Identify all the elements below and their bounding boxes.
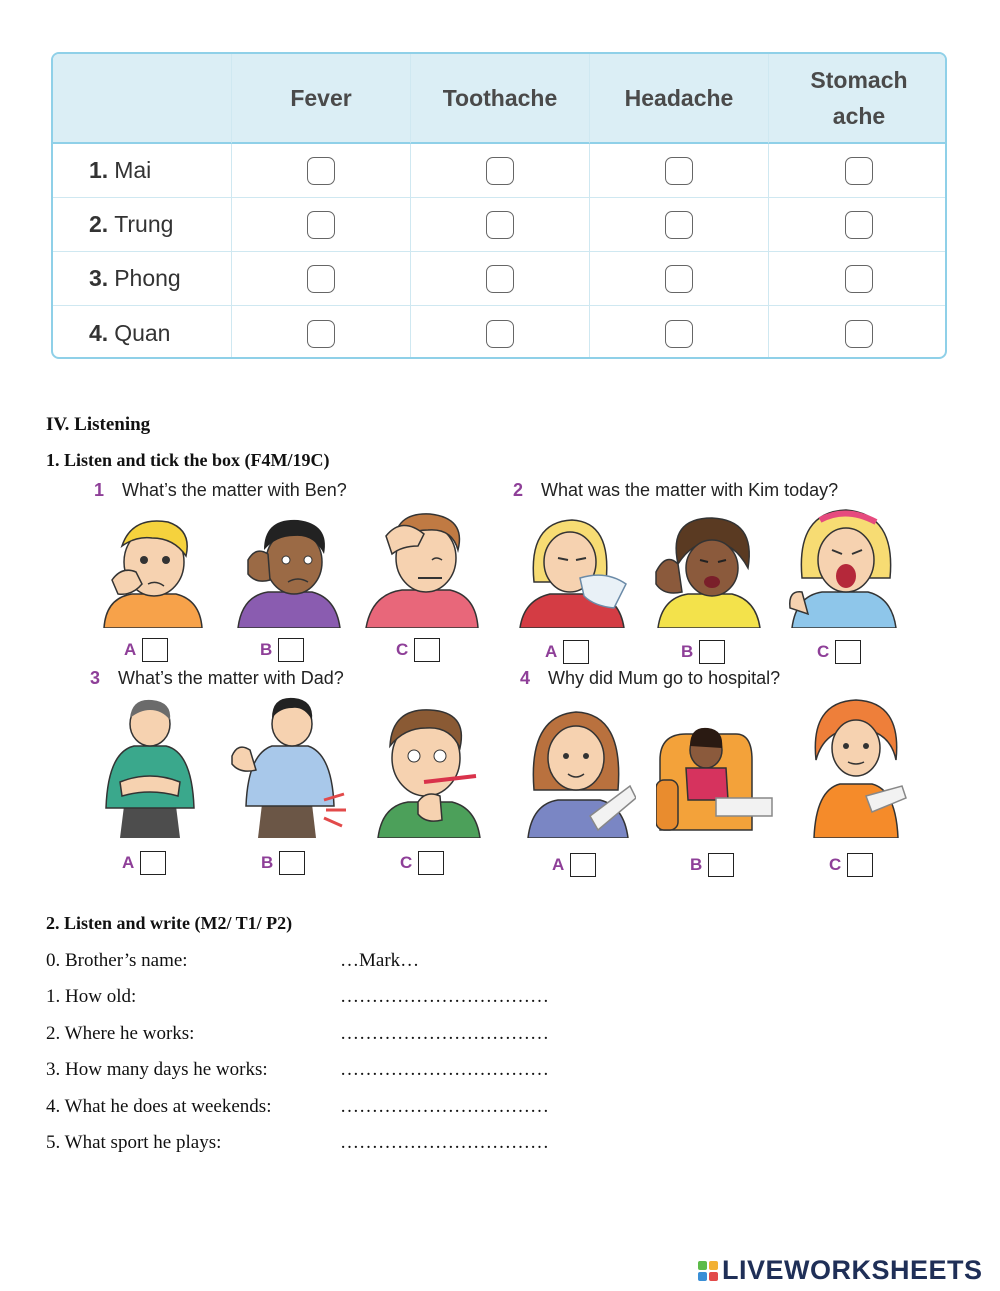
liveworksheets-logo bbox=[698, 1255, 983, 1286]
column-header-fever: Fever bbox=[232, 54, 411, 144]
row-label: 1. Mai bbox=[53, 144, 232, 198]
table-cell bbox=[411, 252, 590, 306]
logo-icon bbox=[698, 1261, 718, 1281]
mum-arm-illustration bbox=[800, 696, 908, 838]
answer-field[interactable]: …………………………… bbox=[340, 1096, 549, 1117]
checkbox[interactable] bbox=[307, 320, 335, 348]
tick-box[interactable] bbox=[140, 851, 166, 875]
answer-field[interactable]: …………………………… bbox=[340, 1132, 549, 1153]
mum-hand-illustration bbox=[518, 706, 636, 838]
tick-box[interactable] bbox=[414, 638, 440, 662]
tick-box[interactable] bbox=[708, 853, 734, 877]
write-label: 3. How many days he works: bbox=[46, 1059, 268, 1080]
answer-field[interactable]: …Mark… bbox=[340, 950, 420, 971]
table-cell bbox=[411, 198, 590, 252]
checkbox[interactable] bbox=[665, 320, 693, 348]
checkbox[interactable] bbox=[845, 265, 873, 293]
option-1b: B bbox=[260, 638, 304, 662]
checkbox[interactable] bbox=[307, 265, 335, 293]
checkbox[interactable] bbox=[665, 157, 693, 185]
option-3b: B bbox=[261, 851, 305, 875]
column-header-stomach-ache: Stomach ache bbox=[769, 54, 947, 144]
checkbox[interactable] bbox=[486, 211, 514, 239]
option-2c: C bbox=[817, 640, 861, 664]
checkbox[interactable] bbox=[845, 157, 873, 185]
option-4b: B bbox=[690, 853, 734, 877]
tick-box[interactable] bbox=[142, 638, 168, 662]
table-cell bbox=[769, 144, 947, 198]
option-4c: C bbox=[829, 853, 873, 877]
column-header-toothache: Toothache bbox=[411, 54, 590, 144]
checkbox[interactable] bbox=[486, 157, 514, 185]
write-label: 5. What sport he plays: bbox=[46, 1132, 222, 1153]
girl-cough-illustration bbox=[648, 512, 766, 628]
table-cell bbox=[232, 144, 411, 198]
girl-throat-illustration bbox=[784, 506, 902, 628]
table-cell bbox=[232, 306, 411, 359]
row-label: 3. Phong bbox=[53, 252, 232, 306]
tick-box[interactable] bbox=[835, 640, 861, 664]
row-label: 4. Quan bbox=[53, 306, 232, 359]
answer-field[interactable]: …………………………… bbox=[340, 1023, 549, 1044]
question-1: 1 What’s the matter with Ben? bbox=[94, 480, 347, 500]
table-cell bbox=[411, 144, 590, 198]
table-corner bbox=[53, 54, 232, 144]
checkbox[interactable] bbox=[665, 211, 693, 239]
option-1a: A bbox=[124, 638, 168, 662]
question-4: 4 Why did Mum go to hospital? bbox=[520, 668, 781, 688]
option-1c: C bbox=[396, 638, 440, 662]
boy-nose-illustration bbox=[92, 510, 210, 628]
dad-fever-illustration bbox=[364, 702, 486, 838]
row-label: 2. Trung bbox=[53, 198, 232, 252]
table-cell bbox=[590, 252, 769, 306]
table-cell bbox=[590, 144, 769, 198]
tick-box[interactable] bbox=[847, 853, 873, 877]
tick-box[interactable] bbox=[279, 851, 305, 875]
option-2a: A bbox=[545, 640, 589, 664]
answer-field[interactable]: …………………………… bbox=[340, 1059, 549, 1080]
table-cell bbox=[232, 252, 411, 306]
write-label: 1. How old: bbox=[46, 986, 137, 1007]
checkbox[interactable] bbox=[665, 265, 693, 293]
tick-box[interactable] bbox=[563, 640, 589, 664]
boy-ear-illustration bbox=[228, 510, 346, 628]
checkbox[interactable] bbox=[486, 265, 514, 293]
table-cell bbox=[769, 252, 947, 306]
section-heading: IV. Listening bbox=[46, 414, 151, 435]
task1-title: 1. Listen and tick the box (F4M/19C) bbox=[46, 450, 330, 470]
checkbox[interactable] bbox=[307, 157, 335, 185]
table-cell bbox=[769, 198, 947, 252]
answer-field[interactable]: …………………………… bbox=[340, 986, 549, 1007]
option-3c: C bbox=[400, 851, 444, 875]
tick-box[interactable] bbox=[278, 638, 304, 662]
checkbox[interactable] bbox=[845, 211, 873, 239]
dad-stomach-illustration bbox=[100, 696, 200, 838]
question-3: 3 What’s the matter with Dad? bbox=[90, 668, 344, 688]
table-cell bbox=[590, 198, 769, 252]
checkbox[interactable] bbox=[486, 320, 514, 348]
ailments-table bbox=[51, 52, 947, 359]
question-2: 2 What was the matter with Kim today? bbox=[513, 480, 839, 500]
logo-text: LIVEWORKSHEETS bbox=[722, 1255, 983, 1285]
checkbox[interactable] bbox=[845, 320, 873, 348]
write-label: 0. Brother’s name: bbox=[46, 950, 188, 971]
girl-sneeze-illustration bbox=[514, 512, 632, 628]
tick-box[interactable] bbox=[570, 853, 596, 877]
table-cell bbox=[232, 198, 411, 252]
boy-headache-illustration bbox=[362, 506, 480, 628]
dad-back-illustration bbox=[228, 694, 350, 838]
write-label: 2. Where he works: bbox=[46, 1023, 195, 1044]
tick-box[interactable] bbox=[418, 851, 444, 875]
table-cell bbox=[411, 306, 590, 359]
option-3a: A bbox=[122, 851, 166, 875]
checkbox[interactable] bbox=[307, 211, 335, 239]
task2-title: 2. Listen and write (M2/ T1/ P2) bbox=[46, 913, 293, 933]
girl-leg-illustration bbox=[656, 720, 778, 836]
tick-box[interactable] bbox=[699, 640, 725, 664]
option-2b: B bbox=[681, 640, 725, 664]
column-header-headache: Headache bbox=[590, 54, 769, 144]
table-cell bbox=[769, 306, 947, 359]
option-4a: A bbox=[552, 853, 596, 877]
table-cell bbox=[590, 306, 769, 359]
write-label: 4. What he does at weekends: bbox=[46, 1096, 272, 1117]
